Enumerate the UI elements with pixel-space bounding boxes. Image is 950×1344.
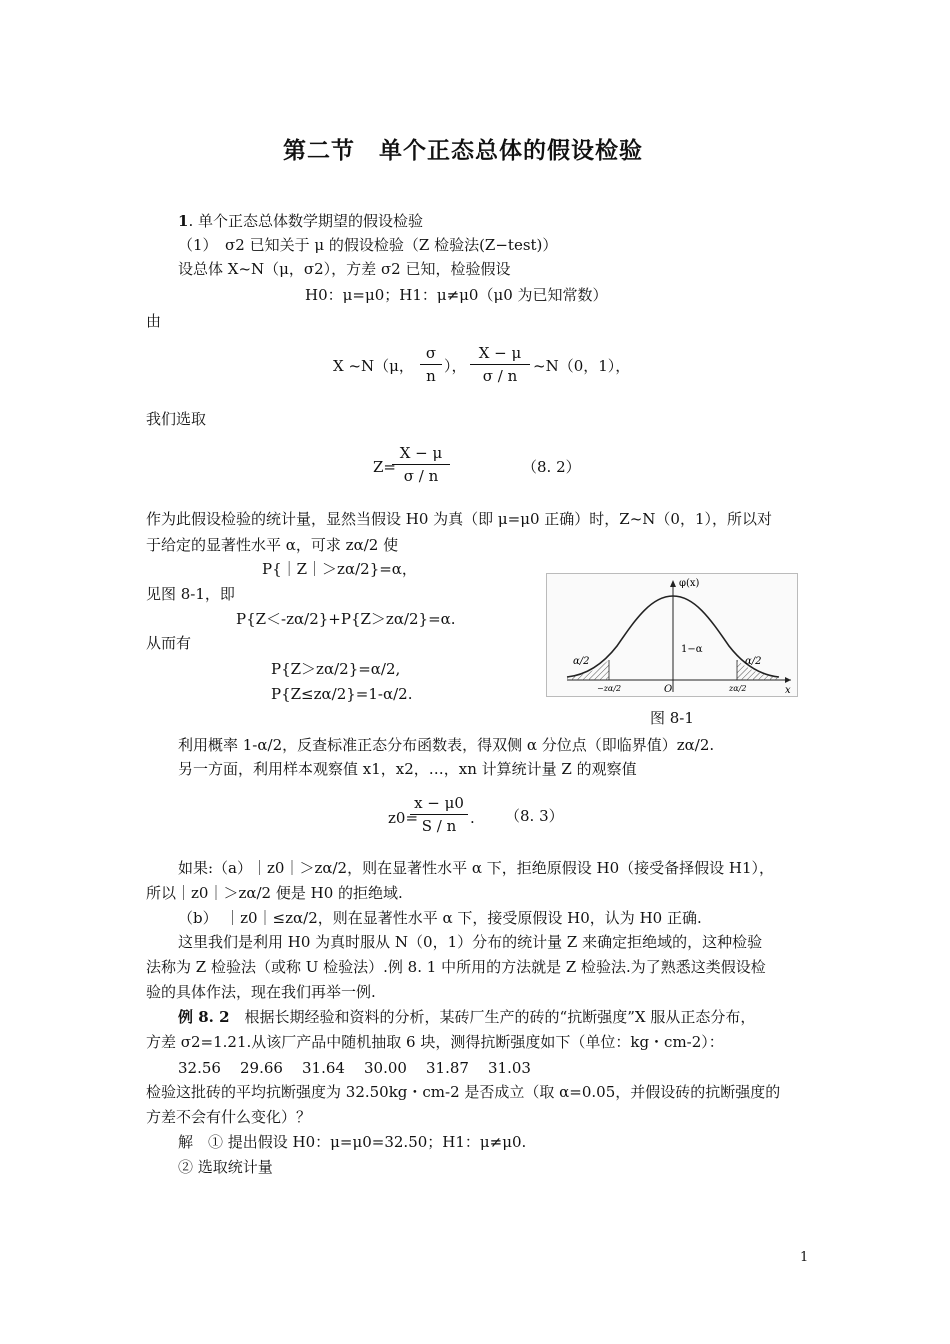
- dist-mid: ），: [444, 357, 467, 375]
- see-figure: 见图 8-1，即: [146, 585, 235, 603]
- paragraph-8b: 法称为 Z 检验法（或称 U 检验法）.例 8. 1 中所用的方法就是 Z 检验法.为了熟悉这类假设检: [146, 958, 766, 976]
- dist-lhs: X ~N（μ，: [333, 357, 414, 375]
- paragraph-8a: 这里我们是利用 H0 为真时服从 N（0，1）分布的统计量 Z 来确定拒绝域的，这种检验: [178, 933, 763, 951]
- dist-frac-1: [420, 344, 442, 385]
- equation-3: P{Z＞zα/2}=α/2,: [271, 660, 401, 678]
- z-def-frac: [392, 444, 450, 485]
- eq-label-8-3: （8. 3）: [505, 807, 564, 825]
- normal-curve-figure: [546, 573, 798, 697]
- normal-curve-svg: [547, 574, 797, 696]
- paragraph-3b: 于给定的显著性水平 α，可求 zα/2 使: [146, 536, 399, 554]
- example-line-3: 检验这批砖的平均抗断强度为 32.50kg・cm-2 是否成立（取 α=0.05，并假设砖的抗断强度的: [146, 1083, 781, 1101]
- dist-frac-1-num: σ: [420, 344, 442, 365]
- z0-def-lhs: z0=: [388, 809, 419, 827]
- example-line-1: [178, 1007, 755, 1027]
- solution-step-2: ② 选取统计量: [178, 1158, 273, 1176]
- x-axis-arrow: [785, 677, 791, 683]
- data-row: [178, 1058, 550, 1078]
- section-number: 1: [178, 212, 189, 230]
- z-def-num: X − μ: [392, 444, 450, 465]
- z0-def-num: x − μ0: [410, 794, 468, 815]
- y-axis-arrow: [670, 580, 676, 587]
- data-value: 31.64: [302, 1059, 345, 1077]
- fig-right-tick: zα/2: [729, 684, 747, 693]
- dist-frac-2-den: σ / n: [482, 367, 518, 385]
- fig-right-tail-label: α/2: [745, 656, 762, 667]
- paragraph-6a: 如果:（a）｜z0｜＞zα/2，则在显著性水平 α 下，拒绝原假设 H0（接受备择假设 H1），: [178, 859, 775, 877]
- paragraph-5: 另一方面，利用样本观察值 x1，x2，…，xn 计算统计量 Z 的观察值: [178, 760, 637, 778]
- fig-left-tail-label: α/2: [573, 656, 590, 667]
- page-number: 1: [800, 1250, 809, 1265]
- z0-def-tail: .: [470, 809, 475, 827]
- paragraph-1: （1） σ2 已知关于 μ 的假设检验（Z 检验法(Z−test)）: [178, 236, 558, 254]
- fig-ylabel: φ(x): [679, 578, 700, 589]
- section-heading: [178, 211, 423, 231]
- page-title: 第二节 单个正态总体的假设检验: [283, 138, 643, 164]
- figure-caption: 图 8-1: [650, 709, 694, 727]
- data-value: 32.56: [178, 1059, 221, 1077]
- z0-def-frac: [410, 794, 468, 835]
- paragraph-3a: 作为此假设检验的统计量，显然当假设 H0 为真（即 μ=μ0 正确）时，Z~N（0，1），所以对: [146, 510, 773, 528]
- thus-text: 从而有: [146, 634, 192, 652]
- solution-step-1: 解 ① 提出假设 H0：μ=μ0=32.50；H1：μ≠μ0.: [178, 1133, 527, 1151]
- z-def-den: σ / n: [403, 467, 439, 485]
- example-heading: 例 8. 2: [178, 1008, 230, 1026]
- data-value: 29.66: [240, 1059, 283, 1077]
- equation-1: P{｜Z｜＞zα/2}=α，: [262, 560, 417, 578]
- example-line-4: 方差不会有什么变化）？: [146, 1108, 312, 1126]
- paragraph-4: 利用概率 1-α/2，反查标准正态分布函数表，得双侧 α 分位点（即临界值）zα/2.: [178, 736, 715, 754]
- paragraph-6b: 所以｜z0｜＞zα/2 便是 H0 的拒绝域.: [146, 884, 403, 902]
- example-line-2: 方差 σ2=1.21.从该厂产品中随机抽取 6 块，测得抗断强度如下（单位：kg・cm-2）：: [146, 1033, 724, 1051]
- data-value: 31.03: [488, 1059, 531, 1077]
- dist-frac-1-den: n: [426, 367, 436, 385]
- fig-xlabel: x: [785, 685, 791, 696]
- fig-left-tick: −zα/2: [597, 684, 622, 693]
- eq-label-8-2: （8. 2）: [522, 458, 581, 476]
- choose-text: 我们选取: [146, 410, 207, 428]
- dist-frac-2: [470, 344, 530, 385]
- data-value: 31.87: [426, 1059, 469, 1077]
- fig-origin: O: [664, 684, 673, 695]
- dist-frac-2-num: X − μ: [470, 344, 530, 365]
- equation-2: P{Z＜-zα/2}+P{Z＞zα/2}=α.: [236, 610, 456, 628]
- equation-4: P{Z≤zα/2}=1-α/2.: [271, 685, 413, 703]
- z-def-lhs: Z=: [373, 458, 396, 476]
- section-heading-text: . 单个正态总体数学期望的假设检验: [188, 212, 423, 230]
- paragraph-8c: 验的具体作法，现在我们再举一例.: [146, 983, 376, 1001]
- paragraph-2: 设总体 X~N（μ，σ2），方差 σ2 已知，检验假设: [178, 260, 511, 278]
- data-value: 30.00: [364, 1059, 407, 1077]
- example-text-a: 根据长期经验和资料的分析，某砖厂生产的砖的“抗断强度”X 服从正态分布，: [229, 1008, 756, 1026]
- you-word: 由: [146, 312, 162, 330]
- hypothesis-line: H0：μ=μ0；H1：μ≠μ0（μ0 为已知常数）: [305, 286, 608, 304]
- dist-rhs: ~N（0，1），: [533, 357, 631, 375]
- paragraph-7: （b） ｜z0｜≤zα/2，则在显著性水平 α 下，接受原假设 H0，认为 H0 正确.: [178, 909, 702, 927]
- z0-def-den: S / n: [421, 817, 457, 835]
- fig-center-label: 1−α: [681, 644, 703, 655]
